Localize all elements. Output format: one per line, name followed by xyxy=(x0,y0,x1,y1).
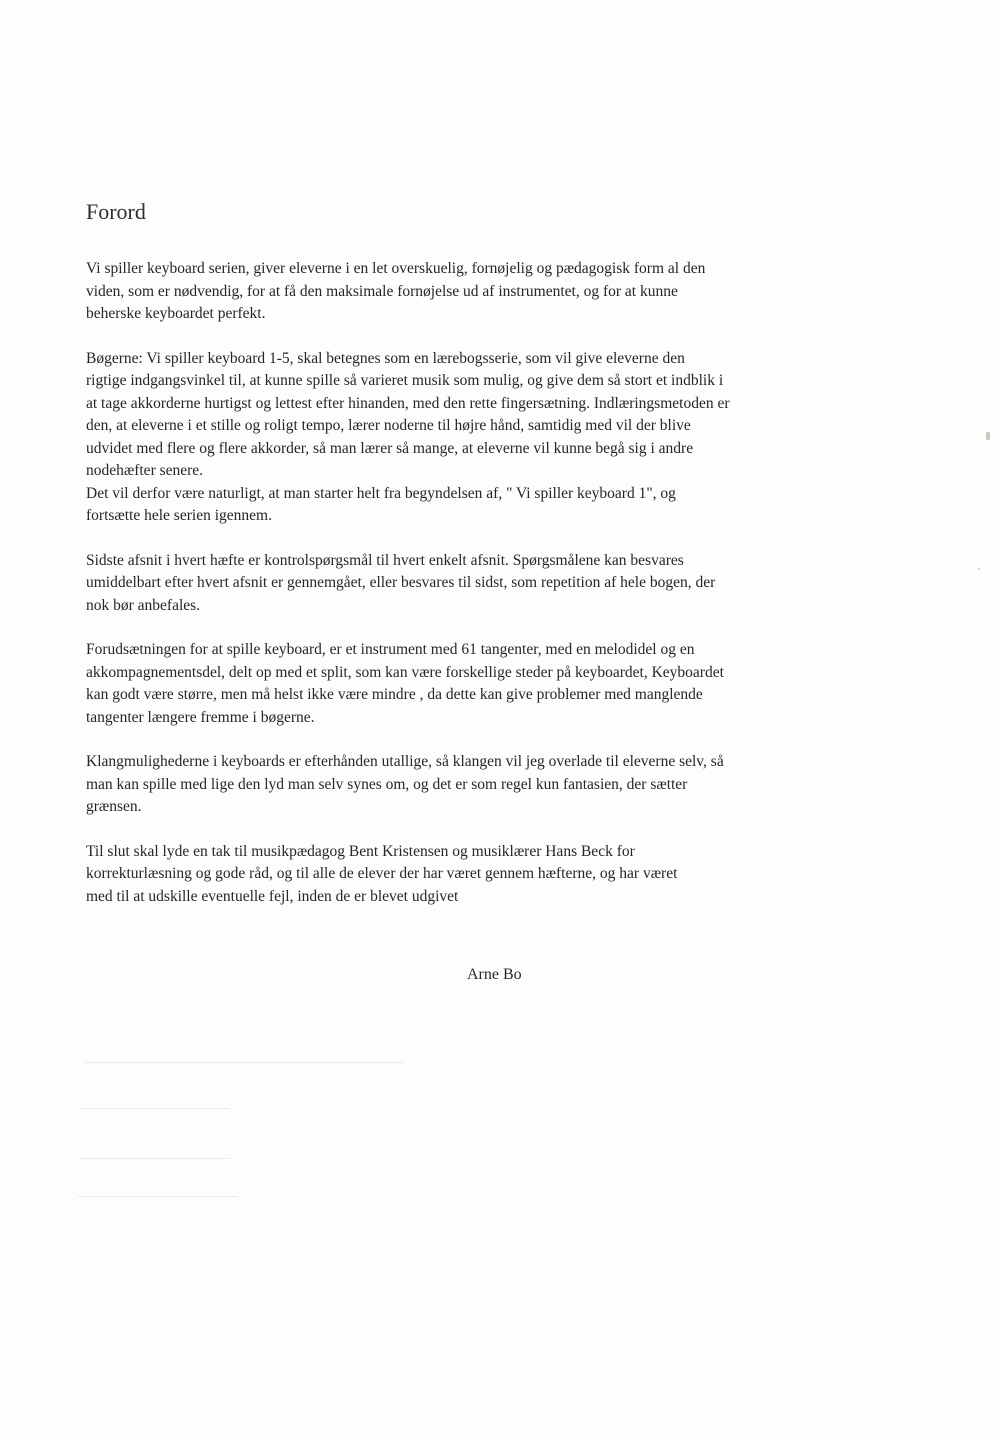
paragraph-requirements: Forudsætningen for at spille keyboard, er et instrument med 61 tangenter, med en melodidel og en akkompagnementsdel, delt op med et split, som kan være forskellige steder på keyboardet, Keyboardet kan godt være større, men må helst ikke være mindre , da dette kan give problemer med manglende tangenter længere fremme i bøgerne. xyxy=(86,641,724,726)
faint-scan-line xyxy=(80,1108,230,1109)
scan-speck xyxy=(986,432,990,440)
paragraph-books: Bøgerne: Vi spiller keyboard 1-5, skal betegnes som en lærebogsserie, som vil give eleverne den rigtige indgangsvinkel til, at kunne spille så varieret musik som mulig, og give dem så stort et indblik i at tage akkorderne hurtigst og lettest efter hinanden, med den rette fingersætning. Indlæringsmetoden er den, at eleverne i et stille og roligt tempo, lærer noderne til højre hånd, samtidig med vil der blive udvidet med flere og flere akkorder, så man lærer så mange, at eleverne vil kunne begå sig i andre nodehæfter senere. xyxy=(86,349,730,479)
paragraph-sounds: Klangmulighederne i keyboards er efterhånden utallige, så klangen vil jeg overlade til eleverne selv, så man kan spille med lige den lyd man selv synes om, og det er som regel kun fantasien, der sætter grænsen. xyxy=(86,753,724,815)
document-body xyxy=(86,258,906,930)
scan-speck xyxy=(978,568,980,570)
paragraph-series-order: Det vil derfor være naturligt, at man starter helt fra begyndelsen af, " Vi spiller keyboard 1", og fortsætte hele serien igennem. xyxy=(86,484,676,524)
paragraph-control-questions: Sidste afsnit i hvert hæfte er kontrolspørgsmål til hvert enkelt afsnit. Spørgsmålene kan besvares umiddelbart efter hvert afsnit er gennemgået, eller besvares til sidst, som repetition af hele bogen, der nok bør anbefales. xyxy=(86,551,716,614)
signature: Arne Bo xyxy=(467,966,522,983)
paragraph-acknowledgements: Til slut skal lyde en tak til musikpædagog Bent Kristensen og musiklærer Hans Beck for korrekturlæsning og gode råd, og til alle de elever der har været gennem hæfterne, og har været med til at udskille eventuelle fejl, inden de er blevet udgivet xyxy=(86,842,678,905)
faint-scan-line xyxy=(78,1196,238,1197)
faint-scan-line xyxy=(80,1158,230,1159)
paragraph-intro: Vi spiller keyboard serien, giver eleverne i en let overskuelig, fornøjelig og pædagogisk form al den viden, som er nødvendig, for at få den maksimale fornøjelse ud af instrumentet, og for at kunne beherske keyboardet perfekt. xyxy=(86,260,706,322)
faint-scan-line xyxy=(84,1062,404,1063)
page-title: Forord xyxy=(86,199,146,224)
